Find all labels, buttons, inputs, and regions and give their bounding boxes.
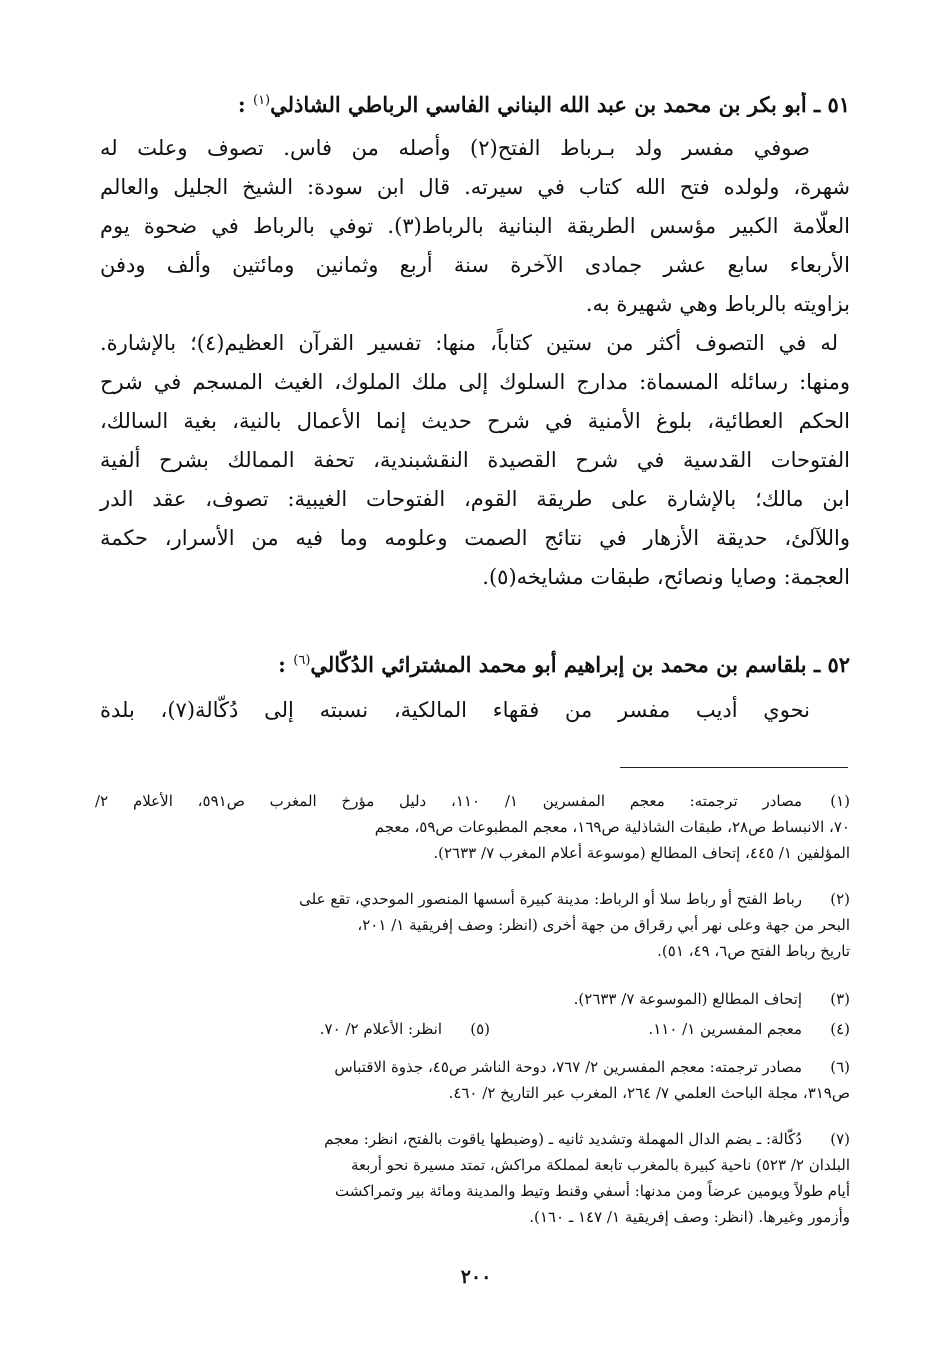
entry-51-line: بزاويته بالرباط وهي شهيرة به. xyxy=(585,292,850,316)
footnote-line: مصادر ترجمته: معجم المفسرين ١/ ١١٠، دليل مؤرخ المغرب ص٥٩١، الأعلام ٢/ xyxy=(95,792,802,810)
entry-51-line: الفتوحات القدسية في شرح القصيدة النقشبندية، تحفة الممالك بشرح ألفية xyxy=(100,448,850,472)
footnote-line: انظر: الأعلام ٢/ ٧٠. xyxy=(319,1020,442,1038)
footnote-number: (٦) xyxy=(830,1058,850,1076)
footnote-line: معجم المفسرين ١/ ١١٠. xyxy=(648,1020,802,1038)
footnote-line: دُكّالة: ـ بضم الدال المهملة وتشديد ثانيه ـ (وضبطها ياقوت بالفتح، انظر: معجم xyxy=(324,1130,802,1148)
footnote-line: البلدان ٢/ ٥٢٣) ناحية كبيرة بالمغرب تابعة لمملكة مراكش، تمتد مسيرة نحو أربعة xyxy=(351,1156,850,1174)
entry-51-line: له في التصوف أكثر من ستين كتاباً، منها: تفسير القرآن العظيم(٤)؛ بالإشارة. xyxy=(100,331,838,355)
footnote xyxy=(95,1016,850,1042)
footnote-number: (٧) xyxy=(830,1130,850,1148)
entry-51-line: العلّامة الكبير مؤسس الطريقة البنانية بالرباط(٣). توفي بالرباط في ضحوة يوم xyxy=(100,214,850,238)
entry-51-line: ابن مالك؛ بالإشارة على طريقة القوم، الفتوحات الغيبية: تصوف، عقد الدر xyxy=(100,487,850,511)
entry-52-line: نحوي أديب مفسر من فقهاء المالكية، نسبته إلى دُكّالة(٧)، بلدة xyxy=(100,698,810,722)
entry-51-line: شهرة، ولولده فتح الله كتاب في سيرته. قال ابن سودة: الشيخ الجليل والعالم xyxy=(100,175,850,199)
footnote-line: المؤلفين ١/ ٤٤٥، إتحاف المطالع (موسوعة أعلام المغرب ٧/ ٢٦٣٣). xyxy=(433,844,850,862)
entry-51-line: صوفي مفسر ولد بـرباط الفتح(٢) وأصله من فاس. تصوف وعلت له xyxy=(100,136,810,160)
entry-51-colon: : xyxy=(237,92,246,117)
entry-51-line: العجمة: وصايا ونصائح، طبقات مشايخه(٥). xyxy=(482,565,850,589)
footnote-line: أيام طولاً ويومين عرضاً ومن مدنها: أسفي وقنط وتيط والمدينة ومائة بير وتمراكشت xyxy=(335,1182,850,1200)
entry-51-title: ٥١ ـ أبو بكر بن محمد بن عبد الله البناني الفاسي الرباطي الشاذلي xyxy=(270,92,850,117)
footnote-line: إتحاف المطالع (الموسوعة ٧/ ٢٦٣٣). xyxy=(573,990,802,1008)
footnote xyxy=(95,986,850,1012)
footnote-number: (٤) xyxy=(830,1020,850,1038)
footnote xyxy=(95,1054,850,1108)
entry-51-heading xyxy=(100,92,850,117)
footnote-line: وأزمور وغيرها. (انظر: وصف إفريقية ١/ ١٤٧ ـ ١٦٠). xyxy=(529,1208,850,1226)
footnote-number: (٢) xyxy=(830,890,850,908)
entry-52-note-ref: (٦) xyxy=(293,653,311,668)
footnote-line: ٧٠، الانبساط ص٢٨، طبقات الشاذلية ص١٦٩، معجم المطبوعات ص٥٩، معجم xyxy=(374,818,850,836)
footnote xyxy=(95,886,850,966)
footnote xyxy=(95,1126,850,1234)
entry-52-title: ٥٢ ـ بلقاسم بن محمد بن إبراهيم أبو محمد المشترائي الدُكّالي xyxy=(310,652,850,677)
footnote-number: (٣) xyxy=(830,990,850,1008)
footnote-line: مصادر ترجمته: معجم المفسرين ٢/ ٧٦٧، دوحة الناشر ص٤٥، جذوة الاقتباس xyxy=(334,1058,802,1076)
entry-51-note-ref: (١) xyxy=(252,93,271,108)
entry-52-heading xyxy=(100,652,850,677)
entry-51-line: واللآلئ، حديقة الأزهار في نتائج الصمت وعلومه وما فيه من الأسرار، حكمة xyxy=(100,526,850,550)
entry-52-colon: : xyxy=(278,652,286,677)
footnote-line: تاريخ رباط الفتح ص٦، ٤٩، ٥١). xyxy=(657,942,850,960)
footnote-divider xyxy=(620,767,848,768)
page-number: ٢٠٠ xyxy=(460,1266,492,1288)
footnote-number: (٥) xyxy=(470,1020,490,1038)
entry-51-line: ومنها: رسائله المسماة: مدارج السلوك إلى ملك الملوك، الغيث المسجم في شرح xyxy=(100,370,850,394)
footnote-line: رباط الفتح أو رباط سلا أو الرباط: مدينة كبيرة أسسها المنصور الموحدي، تقع على xyxy=(299,890,802,908)
entry-51-line: الحكم العطائية، بلوغ الأمنية في شرح حديث إنما الأعمال بالنية، بغية السالك، xyxy=(100,409,850,433)
footnote xyxy=(95,788,850,868)
footnote-number: (١) xyxy=(830,792,850,810)
footnote-line: البحر من جهة وعلى نهر أبي رقراق من جهة أخرى (انظر: وصف إفريقية ١/ ٢٠١، xyxy=(357,916,850,934)
entry-51-line: الأربعاء سابع عشر جمادى الآخرة سنة أربع وثمانين ومائتين وألف ودفن xyxy=(100,253,850,277)
footnote-line: ص٣١٩، مجلة الباحث العلمي ٧/ ٢٦٤، المغرب عبر التاريخ ٢/ ٤٦٠. xyxy=(448,1084,850,1102)
